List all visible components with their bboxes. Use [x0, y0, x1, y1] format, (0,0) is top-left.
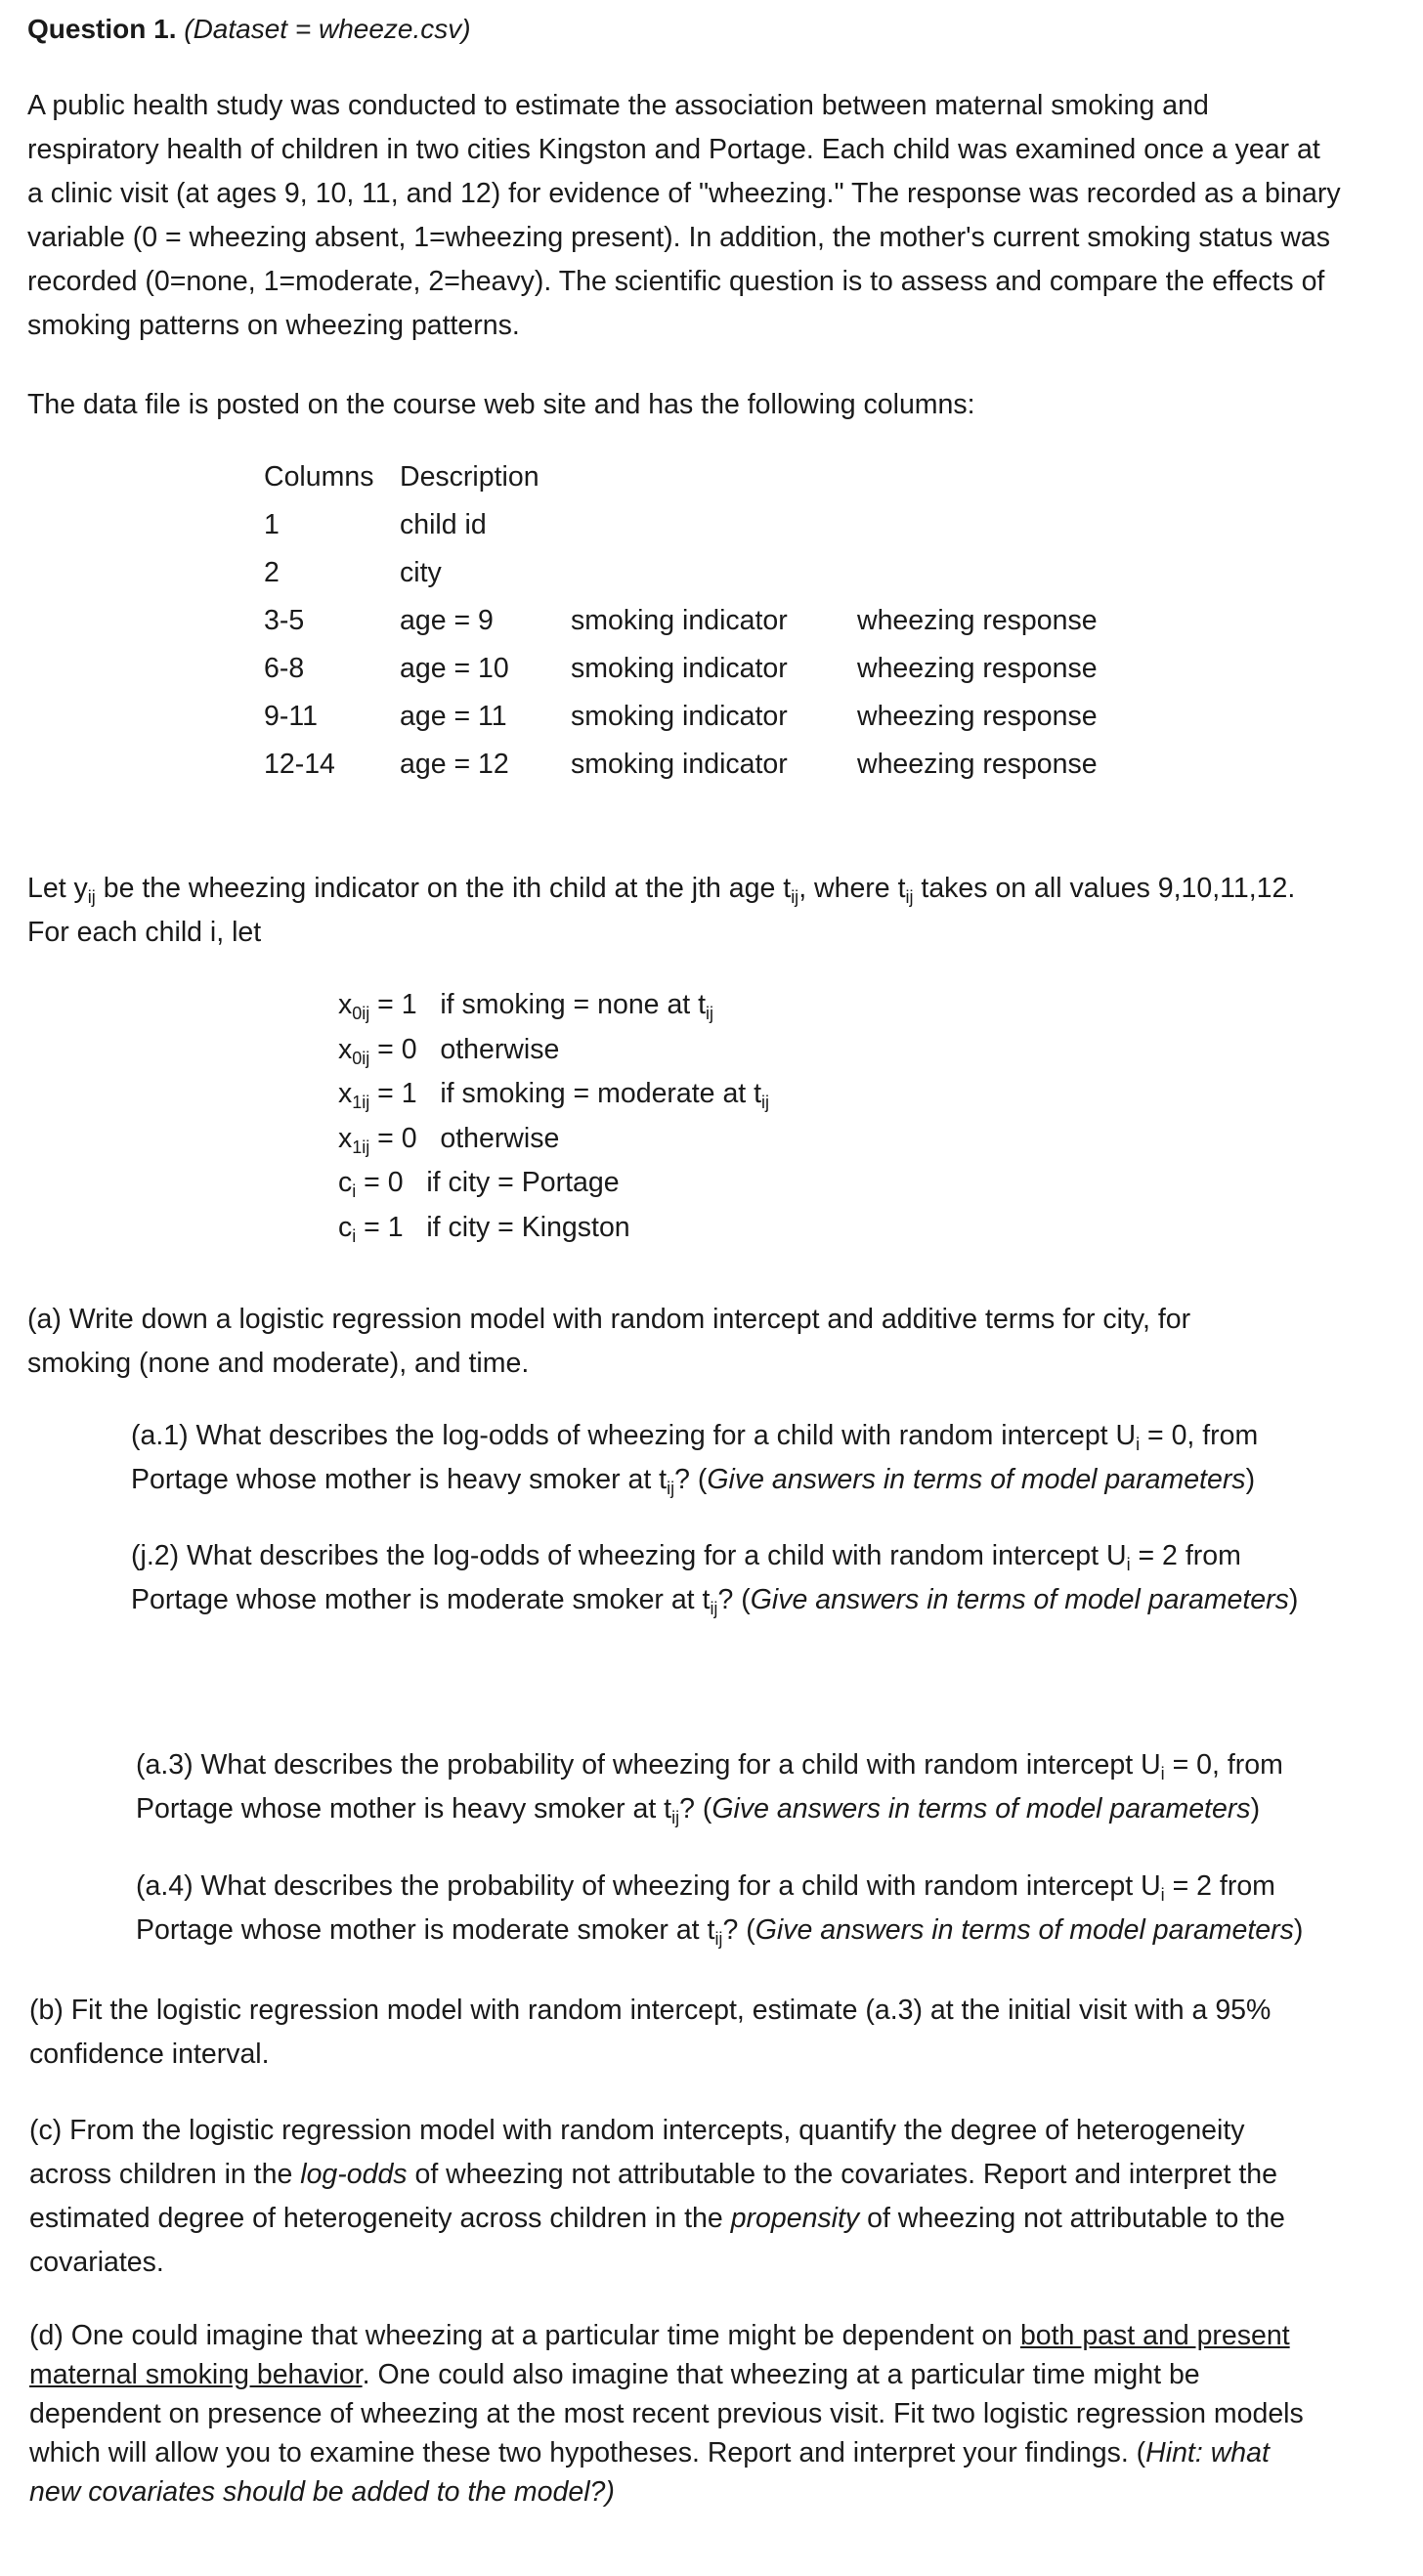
- text-run: = 2 from: [1130, 1540, 1241, 1571]
- var: x: [338, 1122, 353, 1154]
- part-b: [29, 1989, 1271, 2077]
- text-run: = 2 from: [1164, 1870, 1275, 1902]
- definition-row: [338, 1078, 769, 1123]
- subscript: ij: [87, 887, 96, 907]
- definition-row: [338, 1123, 769, 1168]
- table-cell: age = 12: [400, 749, 509, 780]
- table-cell: 9-11: [264, 701, 318, 732]
- relation: = 0 if city = Portage: [356, 1167, 620, 1198]
- table-cell: wheezing response: [857, 701, 1098, 732]
- text-run: Portage whose mother is heavy smoker at t: [131, 1464, 668, 1495]
- definition-row: [338, 1167, 769, 1212]
- text-run: (j.2) What describes the log-odds of wheezing for a child with random intercept U: [131, 1540, 1127, 1571]
- text-run: (a.3) What describes the probability of wheezing for a child with random intercept U: [136, 1749, 1161, 1781]
- part-d-line: [29, 2433, 1304, 2472]
- underlined-run: both past and present: [1019, 2320, 1290, 2351]
- part-c: [29, 2109, 1285, 2285]
- text-run: Portage whose mother is moderate smoker at t: [136, 1914, 715, 1946]
- table-cell: smoking indicator: [571, 653, 788, 684]
- text-run: of wheezing not attributable to the: [859, 2203, 1285, 2234]
- subscript: ij: [671, 1808, 680, 1827]
- table-cell: child id: [400, 509, 487, 540]
- relation: = 1 if smoking = none at t: [369, 989, 707, 1020]
- table-cell: 1: [264, 509, 280, 540]
- subscript: ij: [710, 1599, 718, 1618]
- question-a4: [136, 1865, 1303, 1953]
- subscript: ij: [714, 1929, 723, 1949]
- italic-run: log-odds: [300, 2159, 408, 2190]
- text-run: Let y: [27, 873, 88, 904]
- italic-run: Give answers in terms of model parameters: [712, 1793, 1251, 1825]
- subscript: 0ij: [352, 1048, 370, 1068]
- subscript: ij: [761, 1093, 770, 1112]
- notation-line: For each child i, let: [27, 917, 262, 948]
- part-c-line: [29, 2197, 1285, 2241]
- notation-paragraph: [27, 867, 1295, 955]
- var: x: [338, 1033, 353, 1065]
- intro-line: A public health study was conducted to estimate the association between maternal smoking and: [27, 90, 1209, 121]
- table-cell: 2: [264, 557, 280, 588]
- var: x: [338, 989, 353, 1020]
- text-run: ? (: [722, 1914, 755, 1946]
- a3-line: [136, 1787, 1283, 1831]
- table-cell: smoking indicator: [571, 701, 788, 732]
- underlined-run: maternal smoking behavior: [29, 2359, 363, 2390]
- text-run: of wheezing not attributable to the covariates. Report and interpret the: [407, 2159, 1277, 2190]
- intro-line: a clinic visit (at ages 9, 10, 11, and 12) for evidence of "wheezing." The response was recorded as a binary: [27, 178, 1341, 209]
- text-run: (a.1) What describes the log-odds of wheezing for a child with random intercept U: [131, 1420, 1137, 1451]
- text-run: (a.4) What describes the probability of wheezing for a child with random intercept U: [136, 1870, 1161, 1902]
- text-run: which will allow you to examine these two hypotheses. Report and interpret your findings. (: [29, 2437, 1146, 2469]
- part-a-line: (a) Write down a logistic regression model with random intercept and additive terms for city, for: [27, 1304, 1191, 1335]
- a2-line: [131, 1578, 1298, 1622]
- relation: = 0 otherwise: [369, 1033, 560, 1065]
- subscript: ij: [706, 1004, 714, 1023]
- text-run: ? (: [674, 1464, 708, 1495]
- var: x: [338, 1078, 353, 1109]
- subscript: ij: [905, 887, 914, 907]
- text-run: ? (: [679, 1793, 712, 1825]
- subscript: i: [1160, 1885, 1165, 1905]
- notation-line: [27, 867, 1295, 911]
- relation: = 1 if city = Kingston: [356, 1211, 630, 1243]
- table-cell: smoking indicator: [571, 749, 788, 780]
- relation: = 0 otherwise: [369, 1122, 560, 1154]
- var: c: [338, 1211, 353, 1243]
- text-run: estimated degree of heterogeneity across children in the: [29, 2203, 731, 2234]
- table-cell: 3-5: [264, 605, 305, 636]
- table-cell: 6-8: [264, 653, 305, 684]
- a1-line: [131, 1458, 1258, 1502]
- italic-run: Hint: what: [1145, 2437, 1270, 2469]
- italic-run: propensity: [730, 2203, 860, 2234]
- part-d-line: [29, 2316, 1304, 2355]
- subscript: 0ij: [352, 1004, 370, 1023]
- question-label: Question 1.: [27, 14, 177, 44]
- text-run: takes on all values 9,10,11,12.: [913, 873, 1296, 904]
- subscript: ij: [667, 1479, 675, 1498]
- part-d-line: new covariates should be added to the model?): [29, 2476, 615, 2508]
- dataset-name: (Dataset = wheeze.csv): [184, 14, 471, 44]
- table-cell: 12-14: [264, 749, 335, 780]
- text-run: (d) One could imagine that wheezing at a particular time might be dependent on: [29, 2320, 1020, 2351]
- part-d-line: dependent on presence of wheezing at the most recent previous visit. Fit two logistic regression models: [29, 2398, 1304, 2429]
- intro-line: recorded (0=none, 1=moderate, 2=heavy). The scientific question is to assess and compare the effects of: [27, 266, 1325, 297]
- part-b-line: confidence interval.: [29, 2039, 270, 2070]
- a4-line: [136, 1909, 1303, 1953]
- table-cell: wheezing response: [857, 749, 1098, 780]
- definition-row: [338, 1034, 769, 1079]
- subscript: i: [352, 1181, 357, 1201]
- text-run: = 0, from: [1140, 1420, 1259, 1451]
- text-run: . One could also imagine that wheezing at a particular time might be: [362, 2359, 1200, 2390]
- part-c-line: [29, 2153, 1285, 2197]
- definition-row: [338, 1212, 769, 1257]
- text-run: ): [1245, 1464, 1256, 1495]
- table-header-cell: Columns: [264, 461, 374, 493]
- intro-line: respiratory health of children in two cities Kingston and Portage. Each child was examined once a year at: [27, 134, 1320, 165]
- italic-run: Give answers in terms of model parameters: [755, 1914, 1294, 1946]
- a4-line: [136, 1865, 1303, 1909]
- subscript: 1ij: [352, 1137, 370, 1157]
- text-run: = 0, from: [1164, 1749, 1283, 1781]
- italic-run: Give answers in terms of model parameters: [750, 1584, 1289, 1615]
- table-cell: city: [400, 557, 442, 588]
- table-cell: wheezing response: [857, 653, 1098, 684]
- question-a3: [136, 1743, 1283, 1831]
- text-run: ): [1288, 1584, 1299, 1615]
- question-title: [27, 14, 471, 45]
- text-run: ? (: [717, 1584, 751, 1615]
- intro-line: smoking patterns on wheezing patterns.: [27, 310, 520, 341]
- text-run: Portage whose mother is moderate smoker at t: [131, 1584, 711, 1615]
- table-cell: age = 11: [400, 701, 507, 732]
- intro-paragraph: [27, 84, 1341, 348]
- text-run: across children in the: [29, 2159, 301, 2190]
- text-run: ): [1250, 1793, 1261, 1825]
- question-a2: [131, 1534, 1298, 1622]
- subscript: i: [1126, 1555, 1131, 1574]
- a3-line: [136, 1743, 1283, 1787]
- part-c-line: (c) From the logistic regression model with random intercepts, quantify the degree of heterogeneity: [29, 2115, 1245, 2146]
- variable-definitions: [338, 989, 769, 1256]
- a1-line: [131, 1414, 1258, 1458]
- italic-run: Give answers in terms of model parameters: [707, 1464, 1246, 1495]
- part-a: [27, 1298, 1190, 1386]
- intro-line: variable (0 = wheezing absent, 1=wheezing present). In addition, the mother's current smoking status was: [27, 222, 1331, 253]
- table-cell: smoking indicator: [571, 605, 788, 636]
- part-d-line: [29, 2355, 1304, 2394]
- subscript: 1ij: [352, 1093, 370, 1112]
- relation: = 1 if smoking = moderate at t: [369, 1078, 762, 1109]
- table-cell: wheezing response: [857, 605, 1098, 636]
- var: c: [338, 1167, 353, 1198]
- text-run: ): [1293, 1914, 1304, 1946]
- text-run: Portage whose mother is heavy smoker at t: [136, 1793, 672, 1825]
- part-b-line: (b) Fit the logistic regression model with random intercept, estimate (a.3) at the initial visit with a 95%: [29, 1995, 1272, 2026]
- table-header-cell: Description: [400, 461, 539, 493]
- subscript: i: [1160, 1764, 1165, 1783]
- definition-row: [338, 989, 769, 1034]
- question-a1: [131, 1414, 1258, 1502]
- text-run: , where t: [798, 873, 906, 904]
- subscript: ij: [791, 887, 799, 907]
- subscript: i: [1136, 1435, 1141, 1454]
- part-c-line: covariates.: [29, 2247, 164, 2278]
- subscript: i: [352, 1225, 357, 1246]
- table-cell: age = 10: [400, 653, 509, 684]
- part-a-line: smoking (none and moderate), and time.: [27, 1348, 530, 1379]
- a2-line: [131, 1534, 1298, 1578]
- text-run: be the wheezing indicator on the ith child at the jth age t: [95, 873, 792, 904]
- datafile-text: The data file is posted on the course web site and has the following columns:: [27, 389, 975, 420]
- table-cell: age = 9: [400, 605, 494, 636]
- part-d: [29, 2316, 1304, 2512]
